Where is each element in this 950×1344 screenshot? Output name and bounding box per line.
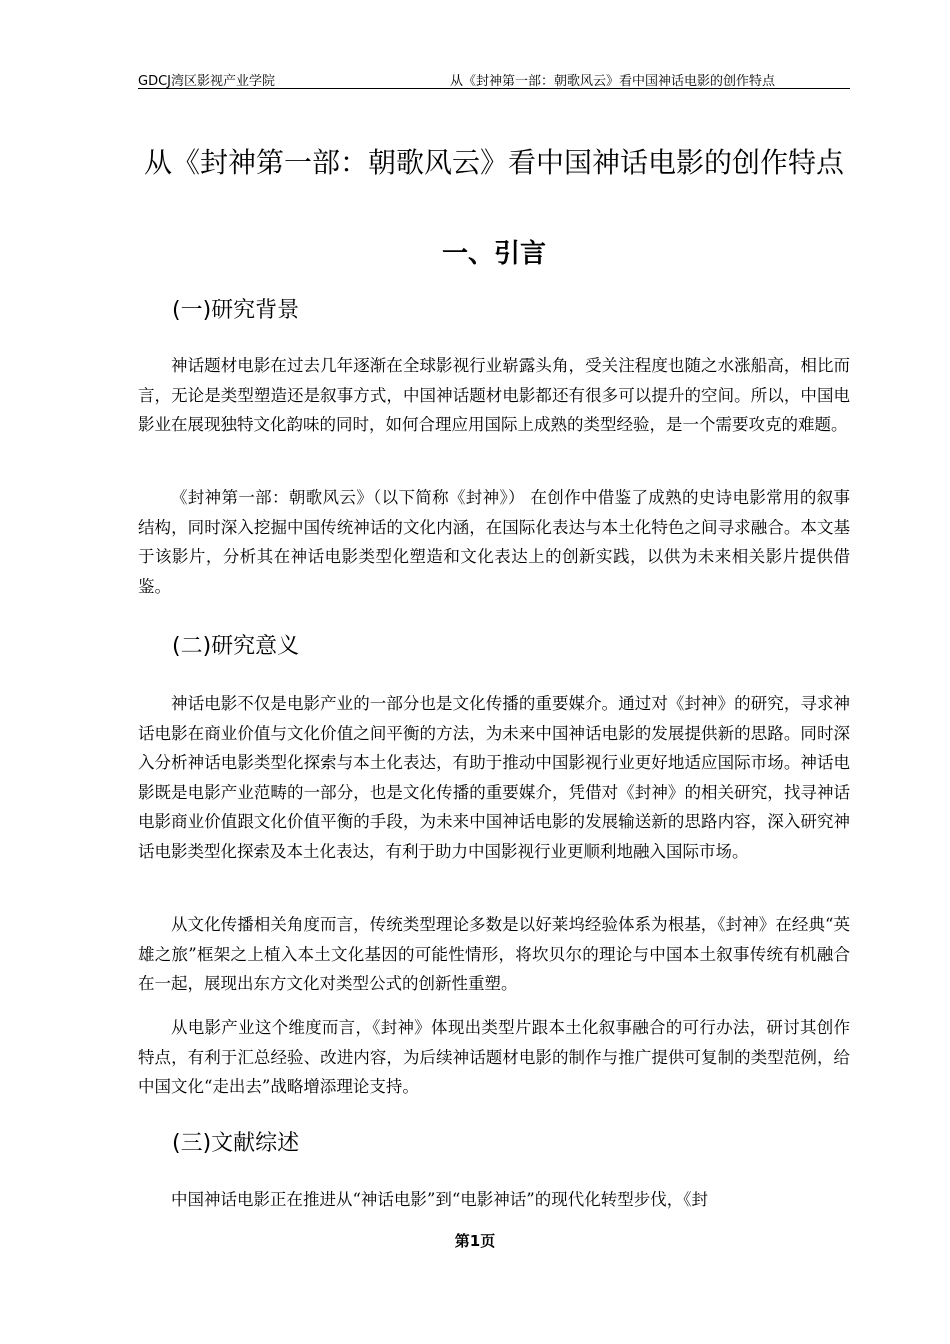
header-institution: GDCJ湾区影视产业学院 <box>138 74 275 89</box>
header-paper-title: 从《封神第一部：朝歌风云》看中国神话电影的创作特点 <box>449 74 775 89</box>
subsection-heading-background: (一)研究背景 <box>172 298 300 323</box>
page-number: 第1页 <box>454 1232 496 1250</box>
paragraph: 神话题材电影在过去几年逐渐在全球影视行业崭露头角，受关注程度也随之水涨船高，相比而言，无论是类型塑造还是叙事方式，中国神话题材电影都还有很多可以提升的空间。所以，中国电影业在展现独特文化韵味的同时，如何合理应用国际上成熟的类型经验，是一个需要攻克的难题。 <box>138 356 850 434</box>
paragraph: 神话电影不仅是电影产业的一部分也是文化传播的重要媒介。通过对《封神》的研究，寻求神话电影在商业价值与文化价值之间平衡的方法，为未来中国神话电影的发展提供新的思路。同时深入分析神话电影类型化探索与本土化表达，有助于推动中国影视行业更好地适应国际市场。神话电影既是电影产业范畴的一部分，也是文化传播的重要媒介，凭借对《封神》的相关研究，找寻神话电影商业价值跟文化价值平衡的手段，为未来中国神话电影的发展输送新的思路内容，深入研究神话电影类型化探索及本土化表达，有利于助力中国影视行业更顺利地融入国际市场。 <box>138 694 850 861</box>
paragraph: 《封神第一部：朝歌风云》（以下简称《封神》） 在创作中借鉴了成熟的史诗电影常用的叙事结构，同时深入挖掘中国传统神话的文化内涵，在国际化表达与本土化特色之间寻求融合。本文基于该影片，分析其在神话电影类型化塑造和文化表达上的创新实践，以供为未来相关影片提供借鉴。 <box>138 488 850 596</box>
paragraph: 中国神话电影正在推进从“神话电影”到“电影神话”的现代化转型步伐，《封 <box>171 1190 708 1209</box>
subsection-heading-literature-review: (三)文献综述 <box>172 1131 300 1156</box>
page-header <box>138 70 850 89</box>
paper-title: 从《封神第一部：朝歌风云》看中国神话电影的创作特点 <box>143 146 844 179</box>
section-heading-introduction: 一、引言 <box>441 239 546 269</box>
subsection-heading-significance: (二)研究意义 <box>172 634 300 659</box>
paragraph: 从电影产业这个维度而言，《封神》体现出类型片跟本土化叙事融合的可行办法，研讨其创作特点，有利于汇总经验、改进内容，为后续神话题材电影的制作与推广提供可复制的类型范例，给中国文化“走出去”战略增添理论支持。 <box>138 1018 850 1096</box>
paragraph: 从文化传播相关角度而言，传统类型理论多数是以好莱坞经验体系为根基，《封神》在经典“英雄之旅”框架之上植入本土文化基因的可能性情形，将坎贝尔的理论与中国本土叙事传统有机融合在一起，展现出东方文化对类型公式的创新性重塑。 <box>138 915 850 993</box>
